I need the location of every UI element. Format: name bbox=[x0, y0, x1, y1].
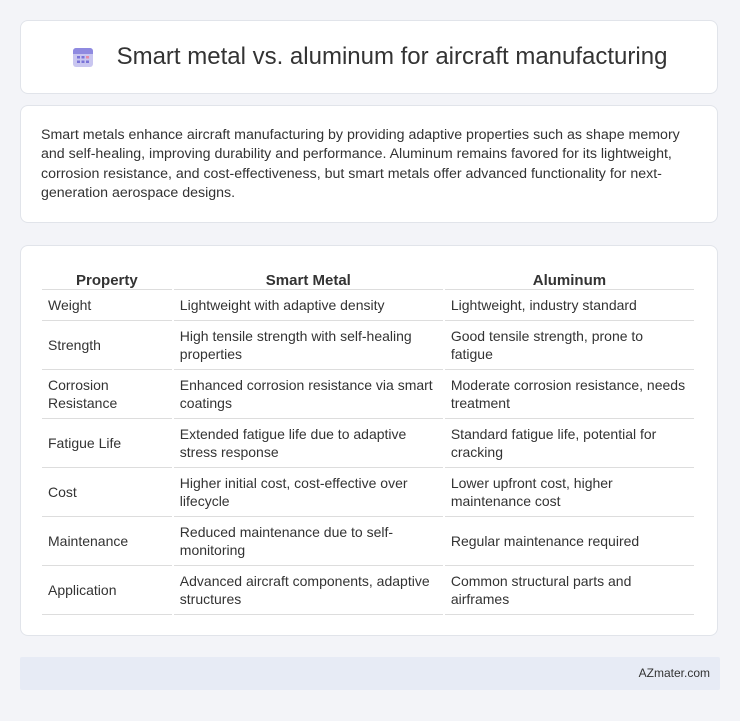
smart-metal-cell: High tensile strength with self-healing properties bbox=[174, 321, 443, 370]
property-cell: Application bbox=[42, 566, 172, 615]
property-cell: Cost bbox=[42, 468, 172, 517]
table-row bbox=[42, 370, 694, 419]
smart-metal-cell: Lightweight with adaptive density bbox=[174, 290, 443, 321]
aluminum-cell: Lower upfront cost, higher maintenance cost bbox=[445, 468, 694, 517]
comparison-table bbox=[40, 266, 696, 615]
table-row bbox=[42, 321, 694, 370]
aluminum-cell: Good tensile strength, prone to fatigue bbox=[445, 321, 694, 370]
summary-text: Smart metals enhance aircraft manufacturing by providing adaptive properties such as shape memory and self-healing, improving durability and performance. Aluminum remains favored for its lightweight, corrosion resistance, and cost-effectiveness, but smart metals offer advanced functionality for next-generation aerospace designs. bbox=[41, 127, 680, 201]
table-row bbox=[42, 290, 694, 321]
property-cell: Maintenance bbox=[42, 517, 172, 566]
property-cell: Fatigue Life bbox=[42, 419, 172, 468]
column-header-property: Property bbox=[42, 266, 172, 290]
footer-bar bbox=[20, 657, 720, 690]
footer-site-link[interactable]: AZmater.com bbox=[638, 666, 710, 680]
smart-metal-cell: Reduced maintenance due to self-monitoring bbox=[174, 517, 443, 566]
table-header-row bbox=[42, 266, 694, 290]
smart-metal-cell: Advanced aircraft components, adaptive structures bbox=[174, 566, 443, 615]
smart-metal-cell: Enhanced corrosion resistance via smart coatings bbox=[174, 370, 443, 419]
aluminum-cell: Standard fatigue life, potential for cracking bbox=[445, 419, 694, 468]
table-row bbox=[42, 468, 694, 517]
calendar-icon bbox=[71, 45, 95, 69]
aluminum-cell: Common structural parts and airframes bbox=[445, 566, 694, 615]
header-card bbox=[20, 20, 718, 94]
summary-card bbox=[20, 105, 718, 223]
column-header-aluminum: Aluminum bbox=[445, 266, 694, 290]
comparison-table-card bbox=[20, 245, 718, 636]
table-row bbox=[42, 517, 694, 566]
table-row bbox=[42, 419, 694, 468]
column-header-smart-metal: Smart Metal bbox=[174, 266, 443, 290]
table-row bbox=[42, 566, 694, 615]
aluminum-cell: Moderate corrosion resistance, needs treatment bbox=[445, 370, 694, 419]
smart-metal-cell: Higher initial cost, cost-effective over lifecycle bbox=[174, 468, 443, 517]
smart-metal-cell: Extended fatigue life due to adaptive stress response bbox=[174, 419, 443, 468]
page-title: Smart metal vs. aluminum for aircraft manufacturing bbox=[116, 43, 668, 70]
property-cell: Strength bbox=[42, 321, 172, 370]
property-cell: Corrosion Resistance bbox=[42, 370, 172, 419]
aluminum-cell: Regular maintenance required bbox=[445, 517, 694, 566]
property-cell: Weight bbox=[42, 290, 172, 321]
aluminum-cell: Lightweight, industry standard bbox=[445, 290, 694, 321]
